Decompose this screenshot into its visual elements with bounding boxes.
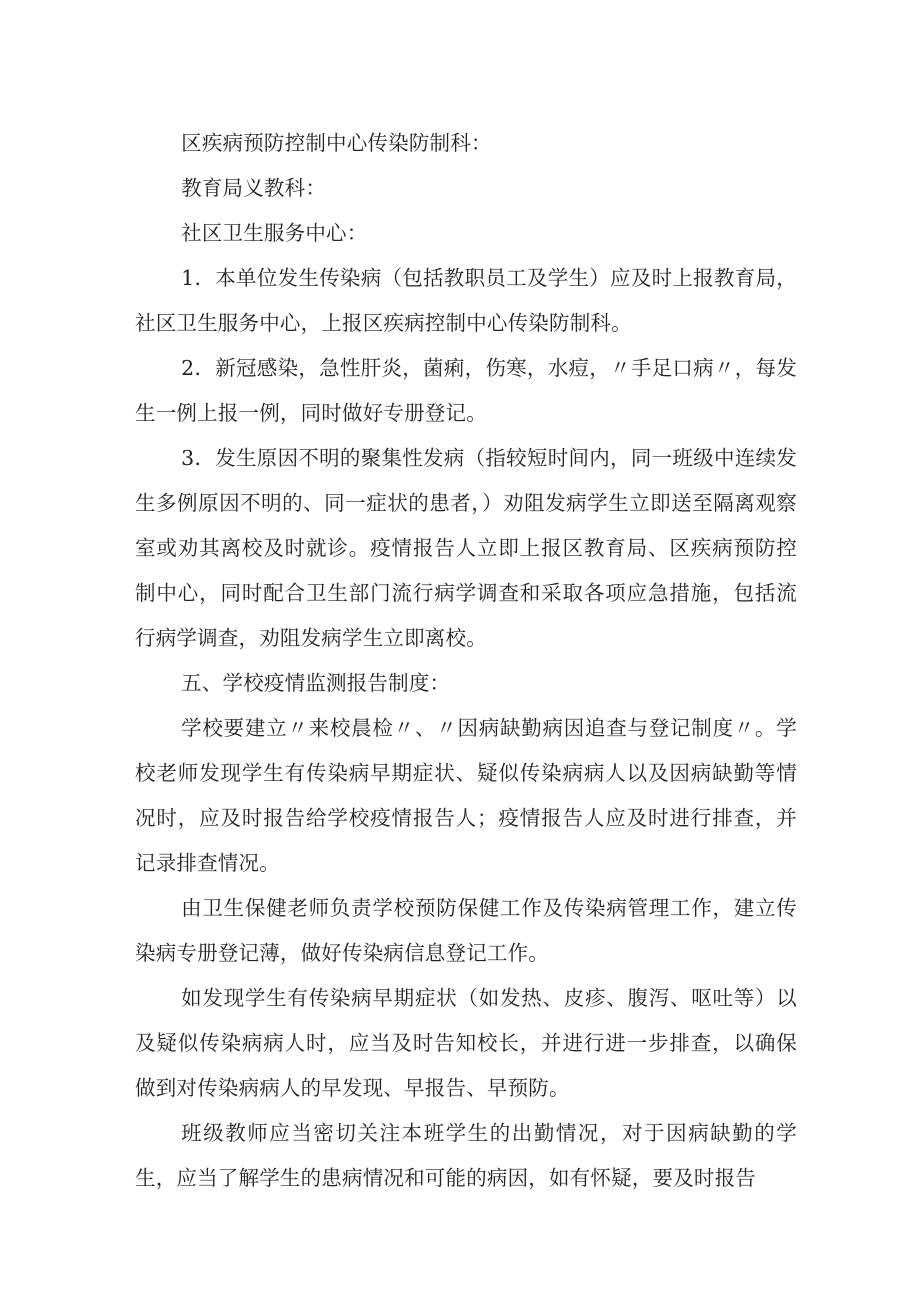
recipient-line-community: 社区卫生服务中心： (181, 221, 368, 245)
paragraph-class-teacher: 班级教师应当密切关注本班学生的出勤情况，对于因病缺勤的学生，应当了解学生的患病情况和可能的病因，如有怀疑，要及时报告 (135, 1121, 797, 1190)
document-body (135, 121, 797, 1201)
paragraph-item-2: 2．新冠感染，急性肝炎，菌痢，伤寒，水痘，〃手足口病〃，每发生一例上报一例，同时做好专册登记。 (135, 356, 797, 425)
recipient-line-education: 教育局义教科： (181, 176, 327, 200)
section-heading-5: 五、学校疫情监测报告制度： (181, 671, 451, 695)
paragraph-item-3: 3．发生原因不明的聚集性发病（指较短时间内，同一班级中连续发生多例原因不明的、同一症状的患者，）劝阻发病学生立即送至隔离观察室或劝其离校及时就诊。疫情报告人立即上报区教育局、区疾病预防控制中心，同时配合卫生部门流行病学调查和采取各项应急措施，包括流行病学调查，劝阻发病学生立即离校。 (135, 446, 797, 650)
paragraph-early-symptoms: 如发现学生有传染病早期症状（如发热、皮疹、腹泻、呕吐等）以及疑似传染病病人时，应当及时告知校长，并进行进一步排查，以确保做到对传染病病人的早发现、早报告、早预防。 (135, 986, 797, 1100)
paragraph-health-teacher: 由卫生保健老师负责学校预防保健工作及传染病管理工作，建立传染病专册登记薄，做好传染病信息登记工作。 (135, 896, 797, 965)
paragraph-item-1: 1．本单位发生传染病（包括教职员工及学生）应及时上报教育局，社区卫生服务中心，上报区疾病控制中心传染防制科。 (135, 266, 797, 335)
recipient-line-cdc: 区疾病预防控制中心传染防制科： (181, 131, 492, 155)
paragraph-morning-check: 学校要建立〃来校晨检〃、〃因病缺勤病因追查与登记制度〃。学校老师发现学生有传染病早期症状、疑似传染病病人以及因病缺勤等情况时，应及时报告给学校疫情报告人；疫情报告人应及时进行排查，并记录排查情况。 (135, 716, 797, 875)
